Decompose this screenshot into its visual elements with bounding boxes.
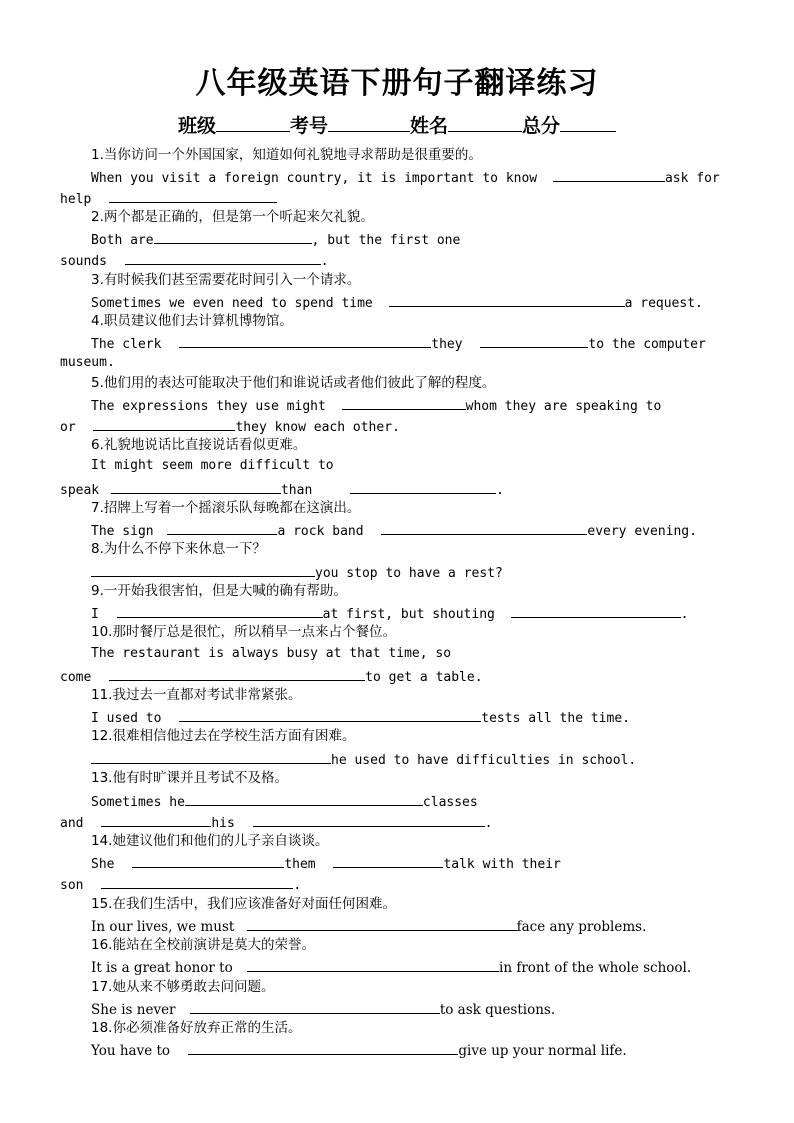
question-13-text-c: and — [60, 816, 84, 831]
question-14-text-c: talk with their — [443, 857, 561, 872]
answer-blank[interactable] — [480, 332, 588, 348]
question-12-text-a: he used to have difficulties in school. — [331, 753, 637, 768]
student-info-line — [0, 111, 794, 138]
answer-blank[interactable] — [342, 394, 466, 410]
question-17-text-b: to ask questions. — [439, 1002, 556, 1018]
question-7-text-c: every evening. — [587, 524, 697, 539]
question-10-text-c: to get a table. — [365, 670, 483, 685]
answer-blank[interactable] — [109, 665, 365, 681]
question-6-text-c: than — [280, 483, 313, 498]
question-1-chinese: 1.当你访问一个外国国家，知道如何礼貌地寻求帮助是很重要的。 — [91, 147, 482, 163]
answer-blank[interactable] — [511, 602, 681, 618]
question-11-chinese: 11.我过去一直都对考试非常紧张。 — [91, 687, 302, 703]
question-5-english — [91, 394, 661, 417]
answer-blank[interactable] — [247, 915, 517, 931]
question-3-chinese: 3.有时候我们甚至需要花时间引入一个请求。 — [91, 272, 361, 288]
score-blank[interactable] — [560, 111, 616, 132]
question-4-text-c: to the computer — [588, 337, 706, 352]
answer-blank[interactable] — [188, 1039, 458, 1055]
question-12-chinese: 12.很难相信他过去在学校生活方面有困难。 — [91, 728, 356, 744]
answer-blank[interactable] — [350, 478, 496, 494]
answer-blank[interactable] — [190, 998, 440, 1014]
question-15-text-a: In our lives, we must — [91, 919, 235, 935]
page-title: 八年级英语下册句子翻译练习 — [195, 66, 599, 101]
question-18-text-b: give up your normal life. — [458, 1043, 627, 1059]
question-6-chinese: 6.礼貌地说话比直接说话看似更难。 — [91, 437, 307, 453]
question-2-text-d: . — [320, 254, 329, 269]
question-4-text-b: they — [431, 337, 463, 352]
answer-blank[interactable] — [247, 956, 499, 972]
question-13-english — [91, 790, 478, 813]
question-13-chinese: 13.他有时旷课并且考试不及格。 — [91, 770, 288, 786]
question-5-text-d: they know each other. — [235, 420, 400, 435]
question-9-chinese: 9.一开始我很害怕，但是大喊的确有帮助。 — [91, 583, 347, 599]
question-14-chinese: 14.她建议他们和他们的儿子亲自谈谈。 — [91, 833, 329, 849]
question-4-chinese: 4.职员建议他们去计算机博物馆。 — [91, 313, 293, 329]
answer-blank[interactable] — [185, 790, 423, 806]
question-16-chinese: 16.能站在全校前演讲是莫大的荣誉。 — [91, 937, 315, 953]
question-5-chinese: 5.他们用的表达可能取决于他们和谁说话或者他们彼此了解的程度。 — [91, 375, 496, 391]
class-label: 班级 — [177, 115, 216, 137]
question-3-text-b: a request. — [624, 296, 703, 311]
question-4-english — [91, 332, 706, 355]
question-5-text-b: whom they are speaking to — [465, 399, 662, 414]
question-13-text-e: . — [484, 816, 493, 831]
question-1-text-c: help — [60, 192, 92, 207]
question-13-text-a: Sometimes he — [91, 795, 185, 810]
question-10-english — [91, 644, 451, 664]
number-blank[interactable] — [328, 111, 410, 132]
question-6-text-a: It might seem more difficult to — [91, 458, 334, 473]
answer-blank[interactable] — [167, 519, 277, 535]
question-18-english — [91, 1039, 627, 1061]
answer-blank[interactable] — [109, 187, 277, 203]
question-16-english — [91, 956, 691, 978]
question-15-chinese: 15.在我们生活中，我们应该准备好对面任何困难。 — [91, 896, 396, 912]
question-1-text-b: ask for — [664, 171, 720, 186]
answer-blank[interactable] — [253, 811, 485, 827]
question-8-text-a: you stop to have a rest? — [315, 566, 503, 581]
question-9-text-c: . — [680, 607, 689, 622]
question-10-chinese: 10.那时餐厅总是很忙，所以稍早一点来占个餐位。 — [91, 624, 396, 640]
question-17-english — [91, 998, 555, 1020]
answer-blank[interactable] — [553, 166, 665, 182]
question-9-text-b: at first, but shouting — [322, 607, 495, 622]
question-11-text-a: I used to — [91, 711, 162, 726]
answer-blank[interactable] — [132, 852, 284, 868]
answer-blank[interactable] — [93, 415, 235, 431]
question-5-text-c: or — [60, 420, 76, 435]
question-2-english — [91, 228, 460, 251]
question-6-english — [91, 456, 334, 476]
score-label: 总分 — [522, 115, 561, 137]
question-9-text-a: I — [91, 607, 99, 622]
class-blank[interactable] — [216, 111, 290, 132]
question-14-text-d: son — [60, 878, 84, 893]
question-18-chinese: 18.你必须准备好放弃正常的生活。 — [91, 1020, 302, 1036]
question-15-english — [91, 915, 646, 937]
question-13-text-d: his — [211, 816, 235, 831]
question-10-text-a: The restaurant is always busy at that time, so — [91, 646, 452, 661]
answer-blank[interactable] — [117, 602, 323, 618]
question-17-text-a: She is never — [91, 1002, 176, 1018]
question-6-text-d: . — [496, 483, 504, 498]
question-3-text-a: Sometimes we even need to spend time — [91, 296, 373, 311]
question-2-chinese: 2.两个都是正确的，但是第一个听起来欠礼貌。 — [91, 209, 374, 225]
answer-blank[interactable] — [91, 748, 331, 764]
question-18-text-a: You have to — [91, 1043, 171, 1059]
question-15-text-b: face any problems. — [516, 919, 647, 935]
question-2-continued — [60, 249, 329, 272]
answer-blank[interactable] — [111, 478, 281, 494]
question-11-text-b: tests all the time. — [481, 711, 630, 726]
answer-blank[interactable] — [154, 228, 312, 244]
answer-blank[interactable] — [101, 873, 293, 889]
question-7-chinese: 7.招牌上写着一个摇滚乐队每晚都在这演出。 — [91, 500, 361, 516]
question-7-text-a: The sign — [91, 524, 154, 539]
question-6-text-b: speak — [60, 483, 100, 498]
question-13-text-b: classes — [422, 795, 478, 810]
question-5-text-a: The expressions they use might — [91, 399, 326, 414]
question-1-text-a: When you visit a foreign country, it is important to know — [91, 171, 538, 186]
question-4-text-a: The clerk — [91, 337, 162, 352]
answer-blank[interactable] — [381, 519, 587, 535]
answer-blank[interactable] — [125, 249, 321, 265]
number-label: 考号 — [289, 115, 328, 137]
question-16-text-a: It is a great honor to — [91, 960, 233, 976]
question-14-text-e: . — [293, 878, 302, 893]
answer-blank[interactable] — [101, 811, 211, 827]
question-14-english — [91, 852, 561, 875]
question-10-text-b: come — [60, 670, 92, 685]
question-2-text-c: sounds — [60, 254, 107, 269]
question-4-text-d: museum. — [60, 355, 115, 370]
question-7-text-b: a rock band — [277, 524, 364, 539]
answer-blank[interactable] — [179, 332, 431, 348]
answer-blank[interactable] — [91, 561, 315, 577]
question-8-chinese: 8.为什么不停下来休息一下？ — [91, 541, 266, 557]
answer-blank[interactable] — [179, 706, 481, 722]
question-17-chinese: 17.她从来不够勇敢去问问题。 — [91, 979, 275, 995]
answer-blank[interactable] — [389, 291, 625, 307]
question-2-text-a: Both are — [91, 233, 154, 248]
question-14-text-b: them — [284, 857, 316, 872]
name-blank[interactable] — [448, 111, 522, 132]
question-4-continued — [60, 353, 115, 373]
question-2-text-b: , but the first one — [311, 233, 461, 248]
name-label: 姓名 — [410, 115, 449, 137]
answer-blank[interactable] — [333, 852, 443, 868]
question-1-english — [91, 166, 720, 189]
question-14-text-a: She — [91, 857, 115, 872]
question-16-text-b: in front of the whole school. — [499, 960, 692, 976]
question-14-continued — [60, 873, 301, 896]
